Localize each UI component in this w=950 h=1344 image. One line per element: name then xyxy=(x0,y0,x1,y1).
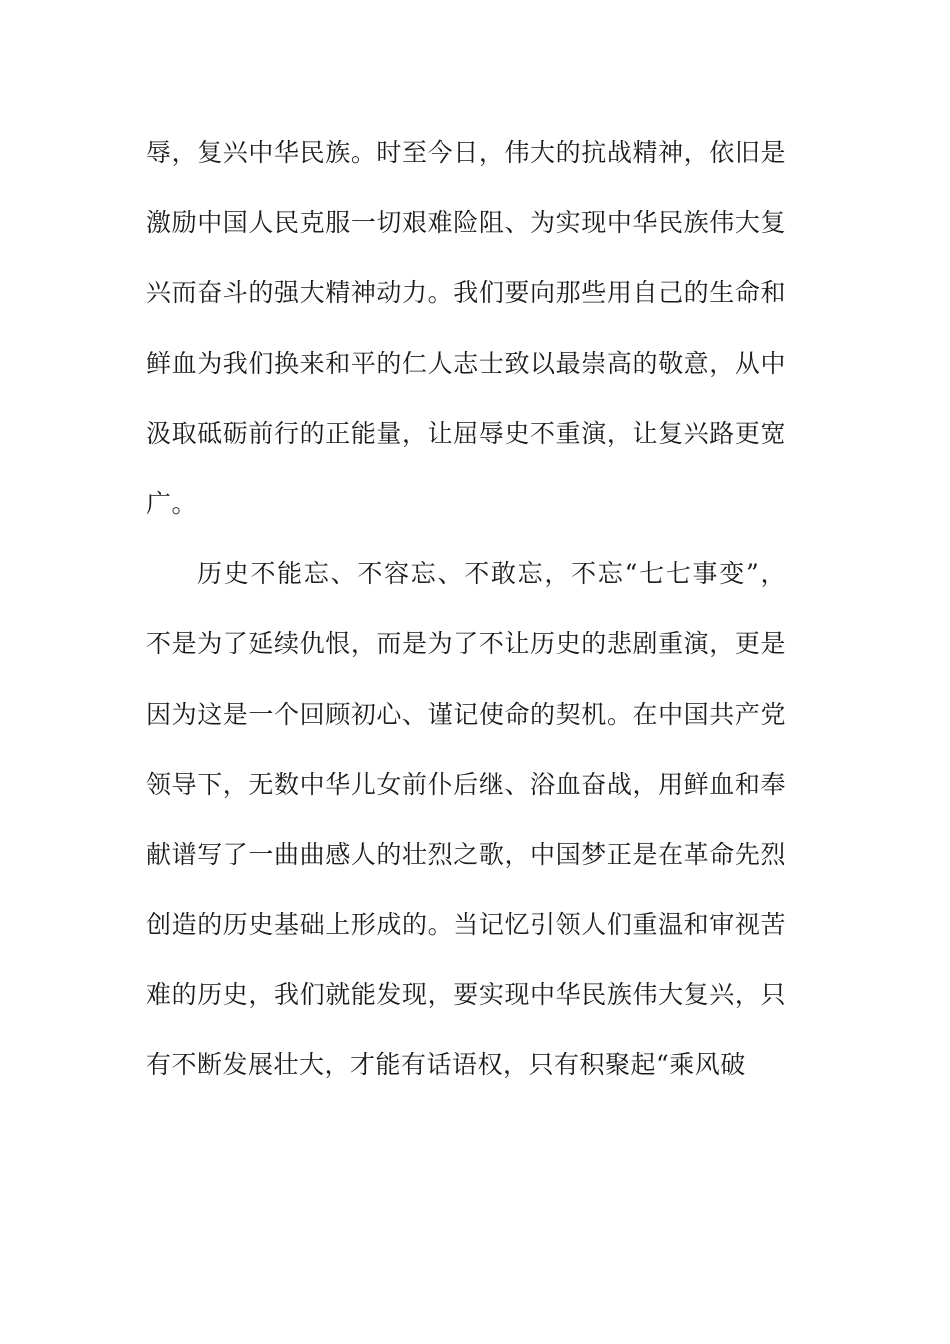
text-line: 献谱写了一曲曲感人的壮烈之歌，中国梦正是在革命先烈 xyxy=(146,839,786,869)
text-line: 兴而奋斗的强大精神动力。我们要向那些用自己的生命和 xyxy=(146,278,786,308)
text-line: 广。 xyxy=(146,488,198,518)
paragraph-first-line: 历史不能忘、不容忘、不敢忘，不忘“七七事变”， xyxy=(197,559,786,589)
text-line: 创造的历史基础上形成的。当记忆引领人们重温和审视苦 xyxy=(146,910,786,940)
text-line: 激励中国人民克服一切艰难险阻、为实现中华民族伟大复 xyxy=(146,208,786,238)
text-line: 领导下，无数中华儿女前仆后继、浴血奋战，用鲜血和奉 xyxy=(146,769,786,799)
text-line: 有不断发展壮大，才能有话语权，只有积聚起“乘风破 xyxy=(146,1050,746,1080)
text-line: 汲取砥砺前行的正能量，让屈辱史不重演，让复兴路更宽 xyxy=(146,418,786,448)
text-line: 鲜血为我们换来和平的仁人志士致以最崇高的敬意，从中 xyxy=(146,348,786,378)
text-line: 辱，复兴中华民族。时至今日，伟大的抗战精神，依旧是 xyxy=(146,138,786,167)
text-line: 不是为了延续仇恨，而是为了不让历史的悲剧重演，更是 xyxy=(146,629,786,659)
body-text xyxy=(146,126,786,1109)
text-line: 因为这是一个回顾初心、谨记使命的契机。在中国共产党 xyxy=(146,699,786,729)
text-line: 难的历史，我们就能发现，要实现中华民族伟大复兴，只 xyxy=(146,980,786,1010)
